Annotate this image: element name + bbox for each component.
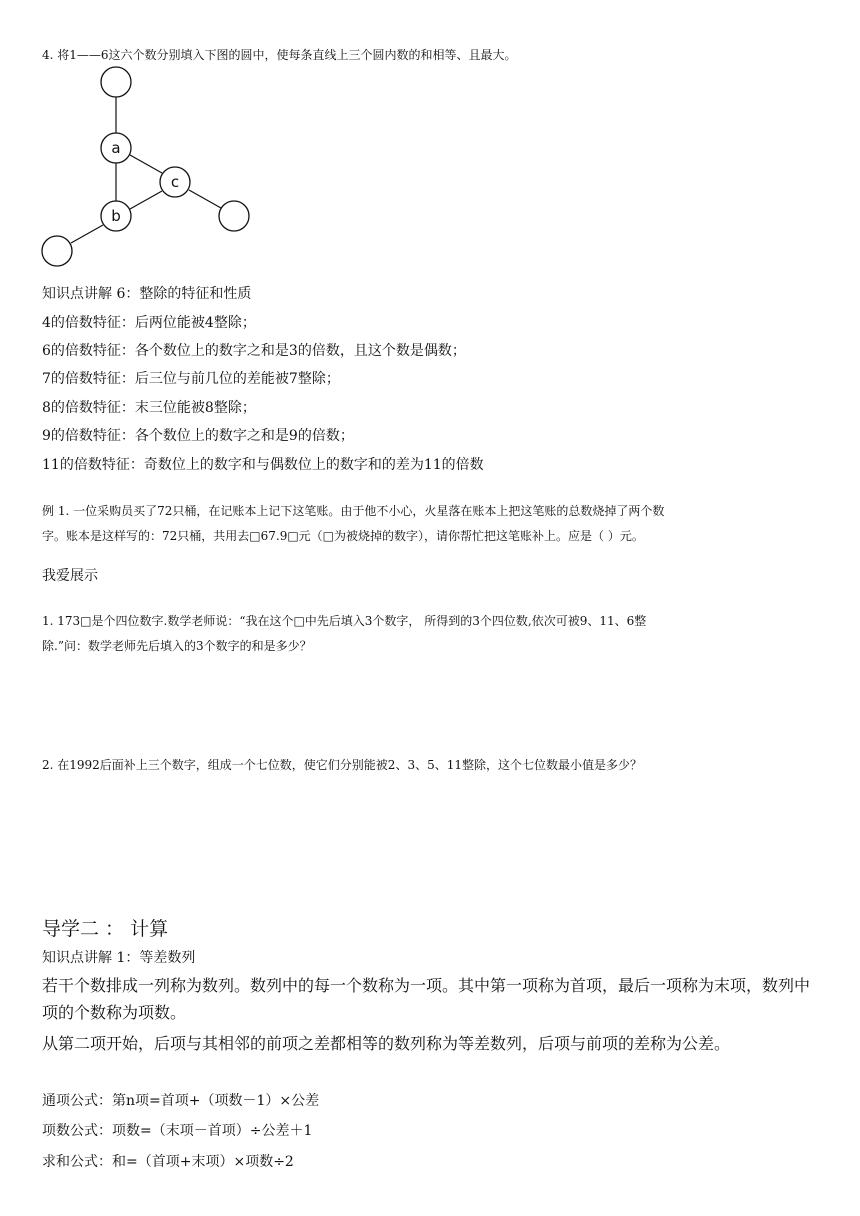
rule-9: 9的倍数特征：各个数位上的数字之和是9的倍数； (42, 428, 354, 444)
arithmetic-sequence-definition: 从第二项开始，后项与其相邻的前项之差都相等的数列称为等差数列，后项与前项的差称为公差。 (42, 1034, 731, 1053)
line-b-c (130, 191, 162, 209)
formula-general-term: 通项公式：第n项=首项+（项数－1）×公差 (42, 1093, 320, 1109)
circle-top (101, 67, 131, 97)
circle-bottom-left (42, 236, 72, 266)
example-1-line2: 字。账本是这样写的：72只桶，共用去□67.9□元（□为被烧掉的数字），请你帮忙把这笔账补上。应是（ ）元。 (42, 529, 644, 543)
question-4-text: 4. 将1——6这六个数分别填入下图的圆中，使每条直线上三个圆内数的和相等、且最大。 (42, 48, 517, 62)
label-c: c (170, 173, 180, 191)
rule-6: 6的倍数特征：各个数位上的数字之和是3的倍数，且这个数是偶数； (42, 343, 466, 359)
problem-1-line2: 除.”问：数学老师先后填入的3个数字的和是多少？ (42, 639, 312, 653)
formula-term-count: 项数公式：项数=（末项－首项）÷公差＋1 (42, 1123, 313, 1139)
formula-sum: 求和公式：和=（首项+末项）×项数÷2 (42, 1154, 294, 1170)
rule-7: 7的倍数特征：后三位与前几位的差能被7整除； (42, 371, 340, 387)
knowledge-1-title: 知识点讲解 1：等差数列 (42, 950, 196, 966)
label-b: b (111, 207, 121, 225)
knowledge-6-title: 知识点讲解 6：整除的特征和性质 (42, 286, 252, 302)
line-c-right (189, 190, 221, 208)
line-a-c (130, 155, 162, 173)
sequence-definition: 若干个数排成一列称为数列。数列中的每一个数称为一项。其中第一项称为首项，最后一项称为末项，数列中项的个数称为项数。 (42, 976, 811, 1022)
guide-2-title: 导学二 ： 计算 (42, 918, 169, 940)
rule-8: 8的倍数特征：末三位能被8整除； (42, 400, 256, 416)
circle-right (219, 201, 249, 231)
showcase-title: 我爱展示 (42, 568, 98, 584)
line-b-bottomleft (71, 225, 103, 243)
problem-2-text: 2. 在1992后面补上三个数字，组成一个七位数，使它们分别能被2、3、5、11整除，这个七位数最小值是多少？ (42, 758, 642, 772)
rule-11: 11的倍数特征：奇数位上的数字和与偶数位上的数字和的差为11的倍数 (42, 457, 484, 473)
rule-4: 4的倍数特征：后两位能被4整除； (42, 315, 256, 331)
example-1-line1: 例 1. 一位采购员买了72只桶，在记账本上记下这笔账。由于他不小心，火星落在账本上把这笔账的总数烧掉了两个数 (42, 504, 665, 518)
problem-1-line1: 1. 173□是个四位数字.数学老师说：“我在这个□中先后填入3个数字， 所得到的3个四位数,依次可被9、11、6整 (42, 614, 647, 628)
label-a: a (111, 139, 121, 157)
circle-line-diagram (0, 0, 300, 290)
